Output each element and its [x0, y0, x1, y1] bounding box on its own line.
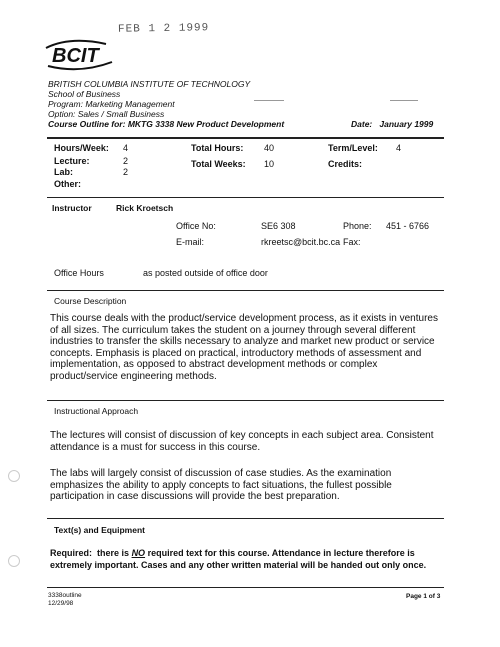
text-line: product/service engineering methods.	[50, 370, 217, 382]
text-line: industries to transfer the skills necessary to analyze and market new product or service	[50, 336, 435, 347]
approach-paragraph-2	[50, 468, 450, 503]
instructor-label: Instructor	[52, 203, 92, 213]
divider	[47, 137, 444, 139]
total-weeks-label: Total Weeks:	[191, 159, 246, 169]
text-line: The lectures will consist of discussion of key concepts in each subject area. Consistent	[50, 430, 434, 441]
signature-line	[390, 100, 418, 101]
office-hours-value: as posted outside of office door	[143, 268, 268, 278]
email-label: E-mail:	[176, 237, 205, 247]
course-description-heading: Course Description	[54, 296, 127, 306]
footer-file: 3338outline	[48, 592, 82, 599]
bcit-logo	[40, 38, 120, 72]
texts-heading: Text(s) and Equipment	[54, 525, 145, 535]
office-label: Office No:	[176, 221, 216, 231]
instructional-approach-heading: Instructional Approach	[54, 406, 139, 416]
lab-label: Lab:	[54, 167, 73, 177]
signature-line	[254, 100, 284, 101]
punch-hole	[8, 470, 20, 482]
option-line: Option: Sales / Small Business	[48, 109, 165, 119]
date-label: Date:	[351, 119, 373, 129]
institution-name: BRITISH COLUMBIA INSTITUTE OF TECHNOLOGY	[48, 79, 251, 89]
course-outline-label: Course Outline for:	[48, 119, 126, 129]
text-line: emphasizes the ability to apply concepts to fact situations, the fullest possible	[50, 479, 392, 491]
divider	[47, 518, 444, 519]
approach-paragraph-1	[50, 430, 450, 453]
credits-label: Credits:	[328, 159, 363, 169]
divider	[47, 197, 444, 198]
text-line: concepts. Emphasis is placed on practical, introductory methods of assessment and	[50, 347, 422, 359]
lecture-label: Lecture:	[54, 156, 90, 166]
footer-date: 12/29/98	[48, 600, 74, 607]
text-fragment: required text for this course. Attendance in lecture therefore is	[147, 548, 415, 558]
term-level-label: Term/Level:	[328, 143, 378, 153]
punch-hole	[8, 555, 20, 567]
lecture-value: 2	[123, 156, 129, 166]
fax-label: Fax:	[343, 237, 361, 247]
text-line: The labs will largely consist of discussion of case studies. As the examination	[50, 468, 392, 479]
course-outline-value: MKTG 3338 New Product Development	[127, 119, 285, 129]
text-line: attendance is a must for success in this course.	[50, 441, 261, 453]
course-description-text	[50, 313, 450, 382]
total-hours-value: 40	[264, 143, 275, 153]
text-line: This course deals with the product/service development process, as it exists in ventures	[50, 313, 438, 324]
office-value: SE6 308	[261, 221, 296, 231]
page-number: Page 1 of 3	[406, 593, 441, 600]
text-fragment: there is	[97, 548, 130, 558]
text-line: implementation, as opposed to abstract development methods or complex	[50, 359, 378, 370]
date-value: January 1999	[379, 119, 434, 129]
term-level-value: 4	[396, 143, 402, 153]
total-weeks-value: 10	[264, 159, 275, 169]
date-line	[351, 119, 433, 129]
lab-value: 2	[123, 167, 129, 177]
received-stamp: FEB 1 2 1999	[117, 22, 210, 36]
program-line: Program: Marketing Management	[48, 99, 175, 109]
no-emphasis: NO	[131, 548, 146, 558]
phone-value: 451 - 6766	[386, 221, 430, 231]
logo-text: BCIT	[52, 45, 99, 67]
required-label: Required:	[50, 548, 93, 558]
text-line: of all sizes. The curriculum takes the student on a journey through several different	[50, 324, 416, 336]
office-hours-label: Office Hours	[54, 268, 104, 278]
other-label: Other:	[54, 179, 81, 189]
footer-left	[48, 592, 82, 608]
hours-week-label: Hours/Week:	[54, 143, 109, 153]
hours-week-value: 4	[123, 143, 129, 153]
instructor-name: Rick Kroetsch	[116, 203, 174, 213]
divider	[47, 400, 444, 401]
school-name: School of Business	[48, 89, 121, 99]
texts-required	[50, 547, 450, 571]
divider	[47, 587, 444, 588]
phone-label: Phone:	[343, 221, 372, 231]
course-outline-line	[48, 119, 284, 129]
text-line: participation in case discussions will provide the best preparation.	[50, 491, 340, 502]
divider	[47, 290, 444, 291]
total-hours-label: Total Hours:	[191, 143, 244, 153]
institution-block	[48, 79, 284, 129]
text-line: extremely important. Cases and any other written material will be handed out only once.	[50, 560, 427, 570]
email-value: rkreetsc@bcit.bc.ca	[261, 237, 341, 247]
